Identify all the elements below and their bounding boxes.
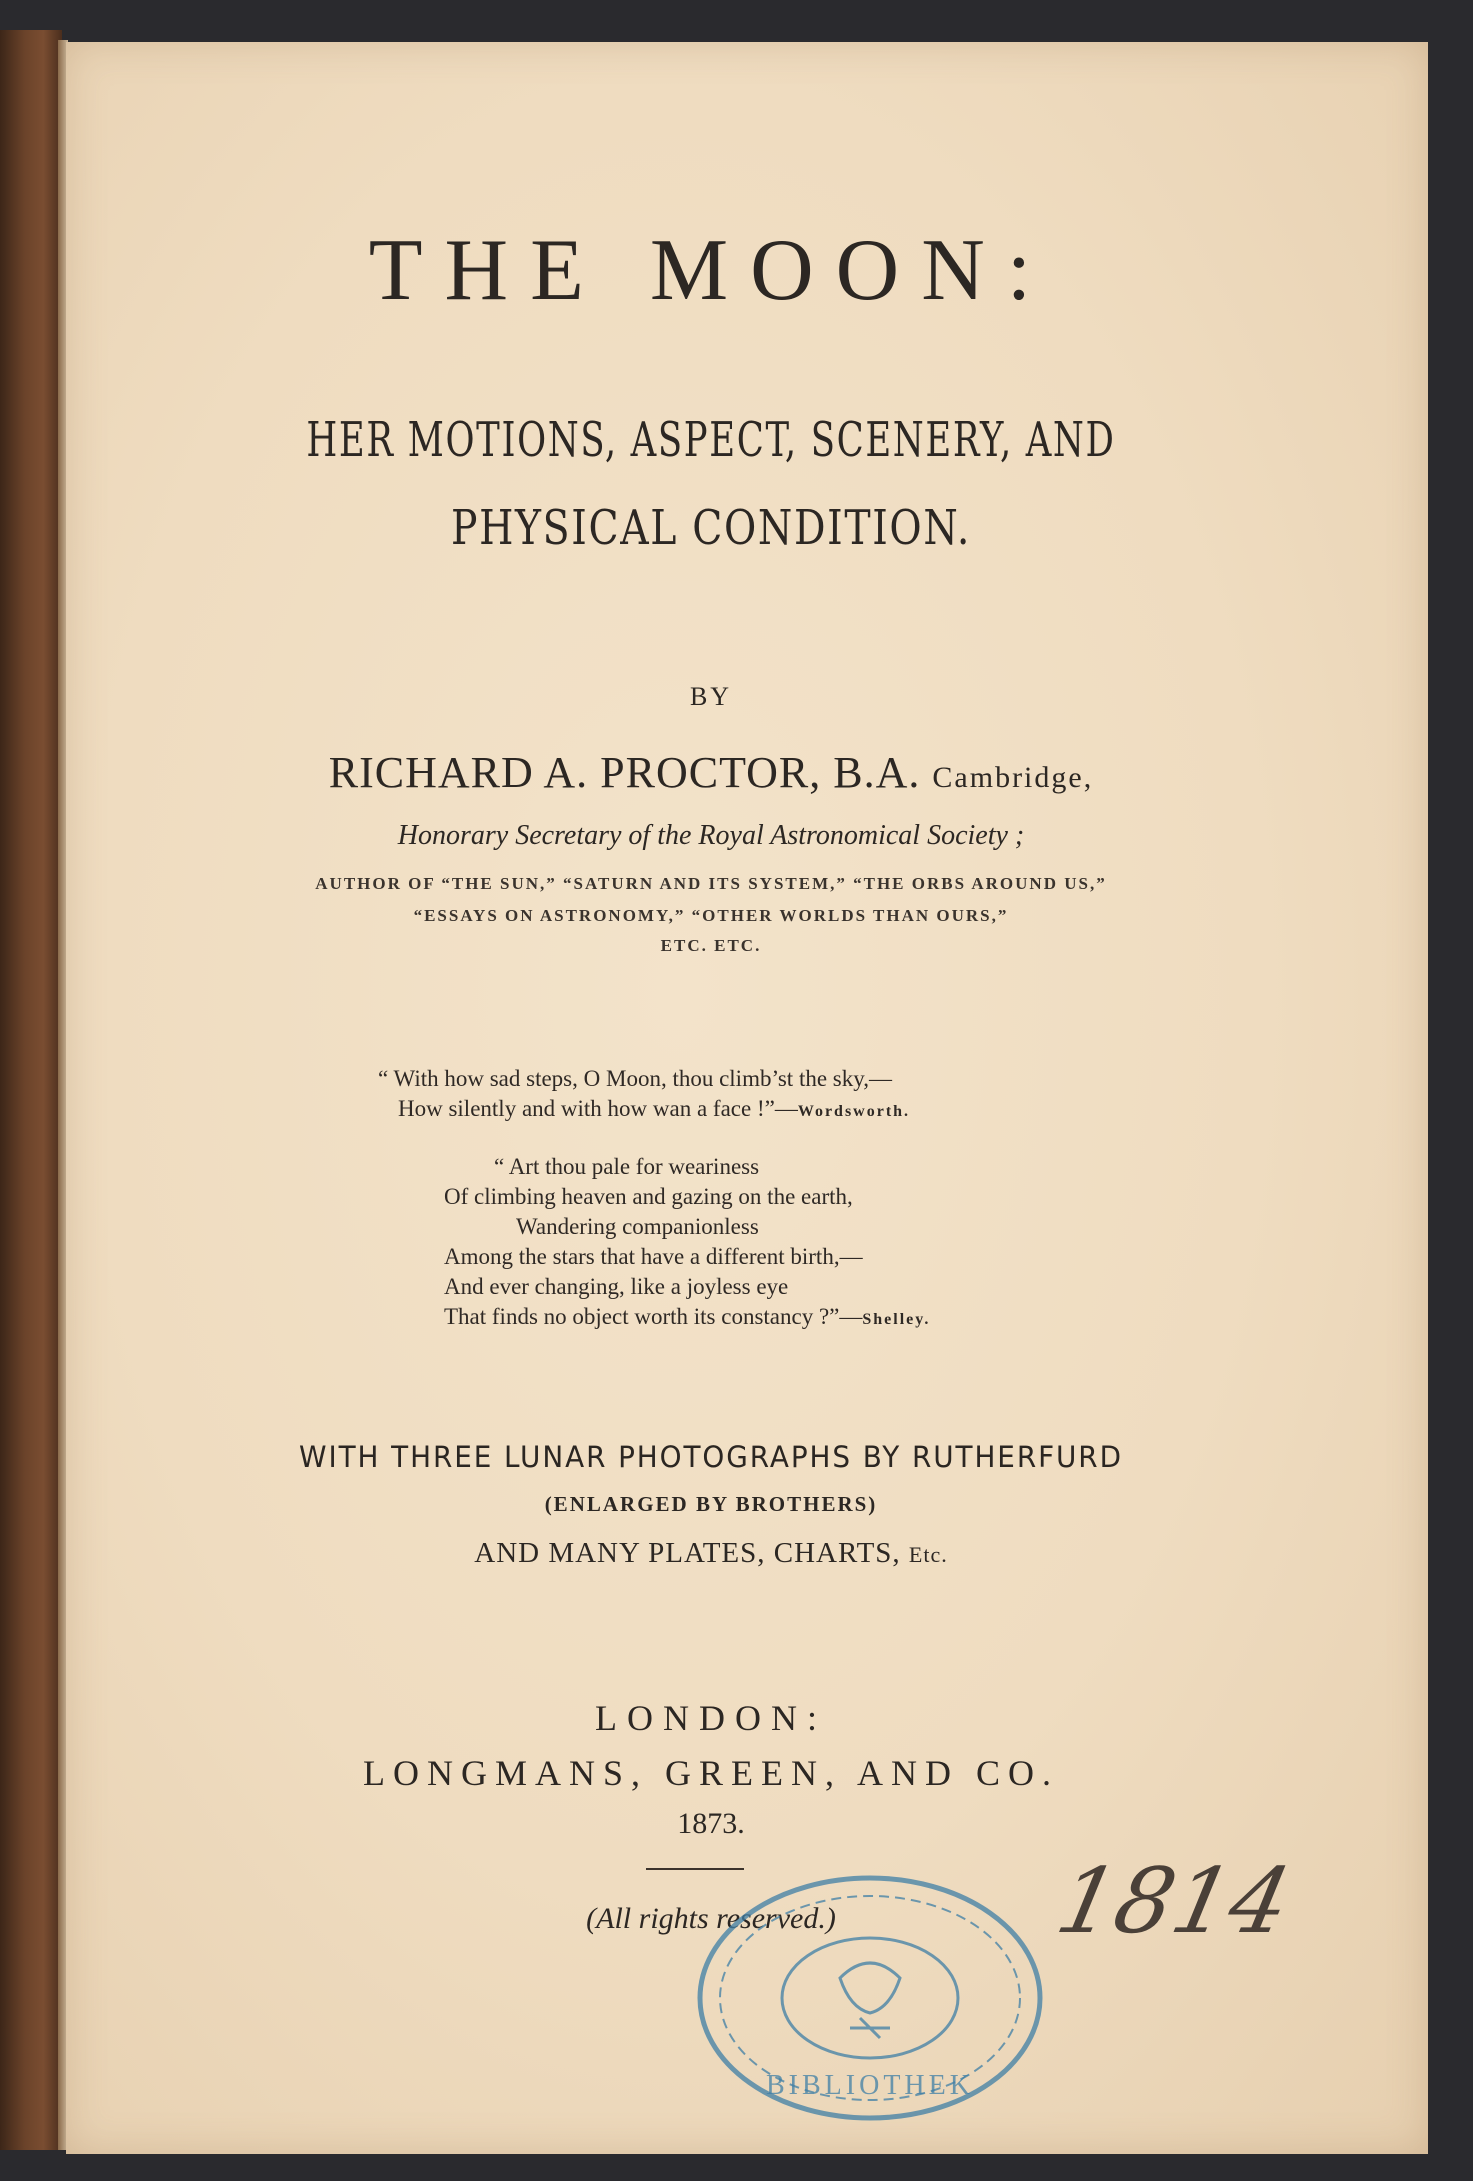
plates-etc: Etc.: [908, 1542, 948, 1567]
author-name: RICHARD A. PROCTOR, B.A.: [328, 748, 921, 797]
previous-works-line-3: ETC. ETC.: [660, 936, 762, 955]
author-line: [66, 747, 1356, 798]
verse-attribution: Shelley.: [862, 1311, 931, 1328]
author-affiliation: Honorary Secretary of the Royal Astronomical Society ;: [397, 820, 1025, 851]
verse-line: Among the stars that have a different birth,—: [444, 1244, 863, 1269]
enlarged-line: (ENLARGED BY BROTHERS): [544, 1492, 878, 1516]
book-title: THE MOON:: [368, 222, 1054, 319]
imprint-city: LONDON:: [595, 1698, 827, 1738]
previous-works-line-1: AUTHOR OF “THE SUN,” “SATURN AND ITS SYSTEM,” “THE ORBS AROUND US,”: [315, 874, 1107, 893]
subtitle-line-1: HER MOTIONS, ASPECT, SCENERY, AND: [306, 412, 1116, 468]
verse-line: [398, 1096, 910, 1122]
stamp-text: BIBLIOTHEK: [766, 2070, 974, 2101]
previous-works-line-2: “ESSAYS ON ASTRONOMY,” “OTHER WORLDS THAN OURS,”: [413, 906, 1009, 925]
verse-line: “ With how sad steps, O Moon, thou climb’st the sky,—: [378, 1066, 892, 1091]
handwritten-shelfmark: [1048, 1832, 1300, 1972]
library-stamp: [690, 1868, 1050, 2128]
photographs-line: WITH THREE LUNAR PHOTOGRAPHS BY RUTHERFURD: [299, 1440, 1123, 1474]
verse-line: Of climbing heaven and gazing on the earth,: [444, 1184, 853, 1209]
plates-text: AND MANY PLATES, CHARTS,: [474, 1537, 901, 1569]
verse-text: How silently and with how wan a face !”—: [398, 1096, 798, 1121]
verse-attribution: Wordsworth.: [797, 1103, 911, 1120]
verse-line: [444, 1304, 930, 1330]
author-college: Cambridge,: [932, 761, 1094, 794]
imprint-year: 1873.: [677, 1807, 745, 1840]
imprint-publisher: LONGMANS, GREEN, AND CO.: [362, 1753, 1060, 1793]
verse-line: And ever changing, like a joyless eye: [444, 1274, 789, 1299]
subtitle-line-2: PHYSICAL CONDITION.: [450, 500, 972, 556]
by-label: BY: [689, 682, 733, 711]
book-spine: [0, 30, 62, 2150]
verse-line: “ Art thou pale for weariness: [494, 1154, 760, 1179]
title-page: [66, 42, 1428, 2154]
verse-text: That finds no object worth its constancy ?”—: [444, 1304, 863, 1329]
verse-line: Wandering companionless: [516, 1214, 759, 1239]
plates-line: [66, 1537, 1356, 1570]
rights-notice: (All rights reserved.): [586, 1902, 836, 1935]
shelfmark-text: 1814: [1048, 1849, 1300, 1954]
